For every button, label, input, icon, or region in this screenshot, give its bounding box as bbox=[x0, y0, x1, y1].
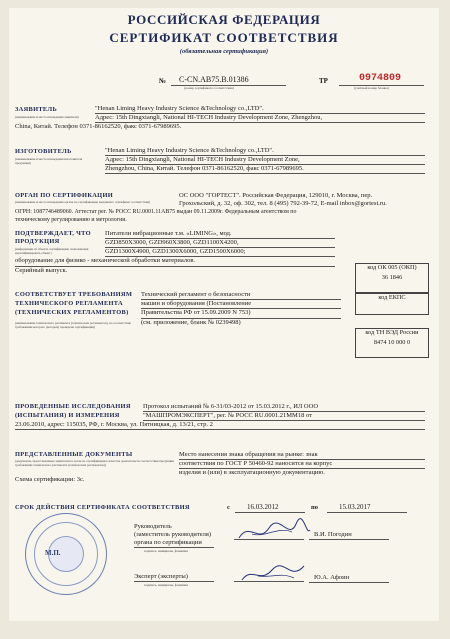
certificate-title: СЕРТИФИКАТ СООТВЕТСТВИЯ bbox=[109, 30, 339, 45]
manufacturer-line-3: Zhengzhou, China, Китай. Телефон 0371-86162520, факс 0371-67989695. bbox=[105, 165, 304, 172]
tnved-code-box bbox=[355, 328, 429, 358]
tr-label: ТР bbox=[319, 77, 328, 85]
certificate-number: С-CN.АВ75.В.01386 bbox=[179, 75, 249, 84]
body-line-1: ОС ООО "ГОРТЕСТ". Российская Федерация, 129010, г. Москва, пер. bbox=[179, 192, 373, 199]
okp-label: код ОК 005 (ОКП) bbox=[367, 264, 417, 271]
okp-value: 36 1846 bbox=[381, 274, 403, 281]
conformity-label-2: ТЕХНИЧЕСКОГО РЕГЛАМЕНТА bbox=[15, 300, 123, 307]
product-line-5: Серийный выпуск. bbox=[15, 267, 68, 274]
body-hint: (наименование и место нахождения органа по сертификации, выдавшего сертификат соответствия) bbox=[15, 200, 150, 204]
okp-code-box bbox=[355, 263, 429, 293]
product-label-2: ПРОДУКЦИЯ bbox=[15, 238, 60, 245]
body-line-4: техническому регулированию и метрологии. bbox=[15, 217, 127, 223]
tests-label-2: (ИСПЫТАНИЯ) И ИЗМЕРЕНИЯ bbox=[15, 412, 120, 419]
ekps-label: код ЕКПС bbox=[378, 294, 406, 301]
body-line-3: ОГРН: 1087746489060. Аттестат рег. № РОСС RU.0001.11АВ75 выдан 09.11.2009г. Федеральным агентством по bbox=[15, 209, 297, 215]
tnved-label: код ТН ВЭД России bbox=[365, 329, 419, 336]
product-line-4: оборудование для физико - механической обработки материалов. bbox=[15, 257, 196, 264]
tests-line-3: 23.06.2010, адрес: 115035, РФ, г. Москва, ул. Пятницкая, д. 13/21, стр. 2 bbox=[15, 421, 213, 428]
applicant-line-1: "Henan Liming Heavy Industry Science &Technology co.,LTD". bbox=[95, 105, 264, 112]
blank-number: 0974809 bbox=[359, 73, 402, 84]
conformity-line-2: машин и оборудования (Постановление bbox=[141, 300, 252, 307]
tests-line-1: Протокол испытаний № 6-31/03-2012 от 15.03.2012 г., ИЛ ООО bbox=[143, 403, 319, 410]
applicant-line-3: China, Китай. Телефон 0371-86162520, факс 0371-67989695. bbox=[15, 123, 182, 130]
product-label-1: ПОДТВЕРЖДАЕТ, ЧТО bbox=[15, 230, 91, 237]
product-line-1: Питатели вибрационные т.м. «LIMING», мод. bbox=[105, 230, 232, 237]
applicant-line-2: Адрес: 15th Dingxiangli, National HI-TECH Industry Development Zone, Zhengzhou, bbox=[95, 114, 323, 121]
conformity-label-3: (ТЕХНИЧЕСКИХ РЕГЛАМЕНТОВ) bbox=[15, 309, 129, 316]
conformity-hint: (наименование технического регламента (технических регламентов), на соответствие требованиям которого (которых) проведена сертификация) bbox=[15, 321, 131, 329]
tnved-value: 8474 10 000 0 bbox=[373, 339, 411, 346]
head-caption: подпись, инициалы, фамилия bbox=[144, 549, 188, 553]
stamp-mark: М.П. bbox=[45, 549, 61, 557]
product-line-2: GZD850X3000, GZD960X3800, GZD1100X4200, bbox=[105, 239, 239, 246]
product-line-3: GZD1300X4900, GZD1300X6000, GZD1500X6000; bbox=[105, 248, 246, 255]
number-sign: № bbox=[159, 77, 167, 85]
body-line-2: Грохольский, д. 32, оф. 302, тел. 8 (495) 792-39-72, E-mail inbox@gortest.ru. bbox=[179, 200, 387, 207]
manufacturer-hint: (наименование и место нахождения изготовителя продукции) bbox=[15, 157, 83, 165]
documents-line-3: изделия и (или) в эксплуатационную документацию. bbox=[179, 469, 325, 476]
conformity-line-4: (см. приложение, бланк № 0239498) bbox=[141, 319, 241, 326]
manufacturer-line-2: Адрес: 15th Dingxiangli, National HI-TECH Industry Development Zone, bbox=[105, 156, 300, 163]
validity-to-prefix: по bbox=[311, 504, 318, 511]
validity-label: СРОК ДЕЙСТВИЯ СЕРТИФИКАТА СООТВЕТСТВИЯ bbox=[15, 504, 190, 511]
validity-from-prefix: с bbox=[227, 504, 230, 511]
manufacturer-line-1: "Henan Liming Heavy Industry Science &Technology co.,LTD". bbox=[105, 147, 274, 154]
official-stamp-icon bbox=[25, 513, 107, 595]
expert-signature-icon bbox=[234, 560, 314, 588]
applicant-hint: (наименование и место нахождения заявителя) bbox=[15, 115, 79, 119]
head-title-1: Руководитель bbox=[134, 523, 172, 530]
expert-caption: подпись, инициалы, фамилия bbox=[144, 583, 188, 587]
documents-hint: (документы, представленные заявителем в орган по сертификации в качестве доказательств соответствия продукции требованиям технического регламента (технических регламентов)) bbox=[15, 459, 174, 467]
blank-caption: (учетный номер бланка) bbox=[354, 86, 389, 90]
ekps-code-box bbox=[355, 293, 429, 315]
head-signature-icon bbox=[234, 516, 314, 546]
certification-scheme: Схема сертификации: 3с. bbox=[15, 476, 85, 483]
number-caption: (номер сертификата соответствия) bbox=[184, 86, 234, 90]
body-label: ОРГАН ПО СЕРТИФИКАЦИИ bbox=[15, 192, 113, 199]
tests-label-1: ПРОВЕДЕННЫЕ ИССЛЕДОВАНИЯ bbox=[15, 403, 131, 410]
federation-heading: РОССИЙСКАЯ ФЕДЕРАЦИЯ bbox=[127, 12, 321, 27]
certificate-subtitle: (обязательная сертификация) bbox=[179, 48, 269, 55]
tests-line-2: "МАШПРОМЭКСПЕРТ", рег. № РОСС RU.0001.21ММ18 от bbox=[143, 412, 312, 419]
head-name: В.И. Погодин bbox=[314, 531, 352, 538]
head-title-2: (заместитель руководителя) bbox=[134, 531, 212, 538]
documents-line-1: Место нанесения знака обращения на рынке: знак bbox=[179, 451, 318, 458]
head-title-3: органа по сертификации bbox=[134, 539, 202, 546]
manufacturer-label: ИЗГОТОВИТЕЛЬ bbox=[15, 148, 72, 155]
expert-label: Эксперт (эксперты) bbox=[134, 573, 188, 580]
certificate-page bbox=[9, 8, 439, 621]
expert-name: Ю.А. Афоин bbox=[314, 574, 350, 581]
documents-label: ПРЕДСТАВЛЕННЫЕ ДОКУМЕНТЫ bbox=[15, 451, 133, 458]
conformity-line-1: Технический регламент о безопасности bbox=[141, 291, 251, 298]
product-hint: (информация об объекте сертификации, позволяющая идентифицировать объект) bbox=[15, 247, 89, 255]
validity-to: 15.03.2017 bbox=[339, 503, 371, 511]
applicant-label: ЗАЯВИТЕЛЬ bbox=[15, 106, 57, 113]
conformity-label-1: СООТВЕТСТВУЕТ ТРЕБОВАНИЯМ bbox=[15, 291, 133, 298]
validity-from: 16.03.2012 bbox=[247, 503, 279, 511]
documents-line-2: соответствия по ГОСТ Р 50460-92 наносится на корпус bbox=[179, 460, 333, 467]
conformity-line-3: Правительства РФ от 15.09.2009 N 753) bbox=[141, 309, 251, 316]
